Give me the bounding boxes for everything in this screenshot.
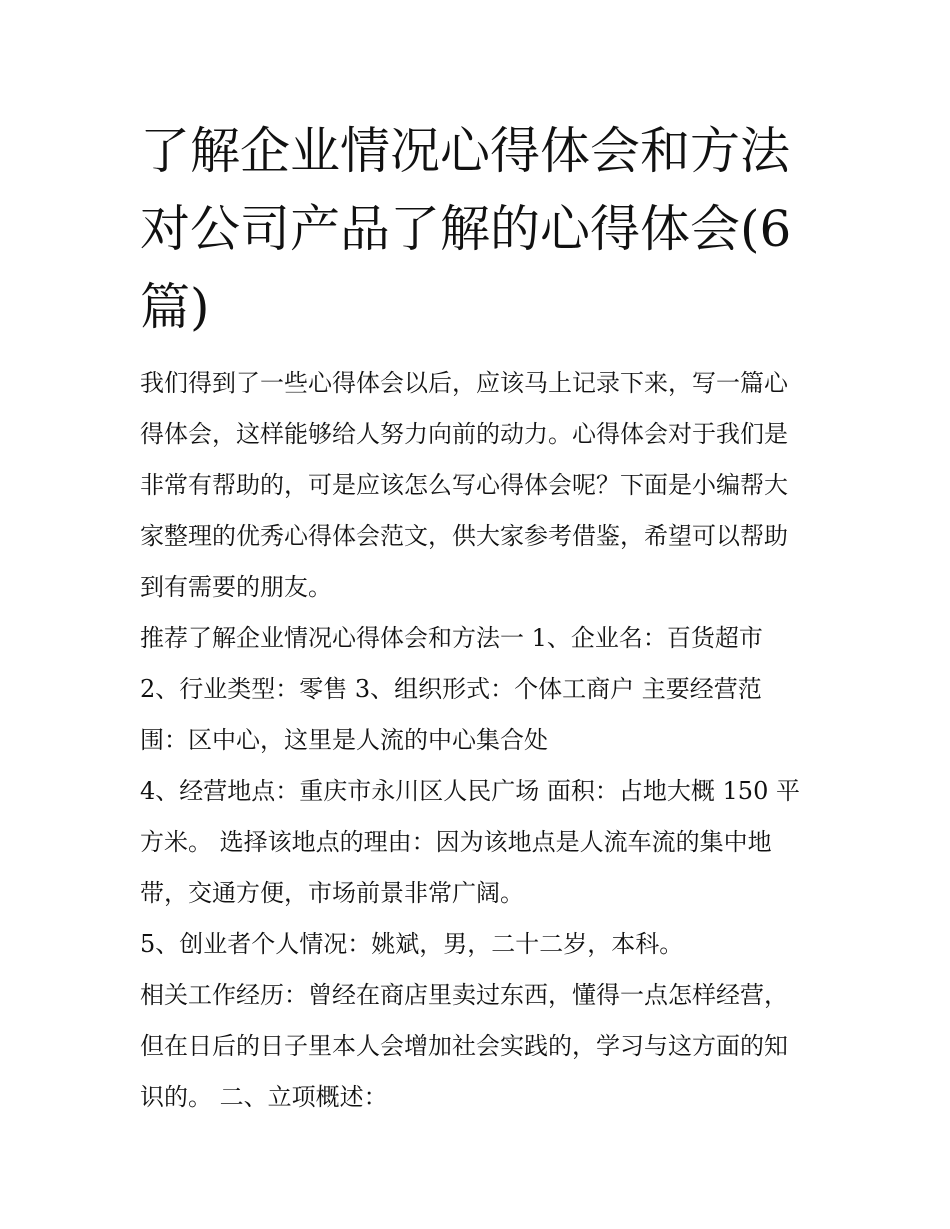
body-line: 4、经营地点：重庆市永川区人民广场 面积：占地大概 150 平	[140, 777, 800, 805]
body-line: 2、行业类型：零售 3、组织形式：个体工商户 主要经营范	[140, 675, 762, 703]
title-line: 篇)	[140, 278, 210, 336]
body-line: 方米。 选择该地点的理由：因为该地点是人流车流的集中地	[140, 828, 772, 856]
document-title	[140, 112, 820, 346]
body-line: 我们得到了一些心得体会以后，应该马上记录下来，写一篇心	[140, 369, 788, 397]
body-line: 到有需要的朋友。	[140, 573, 332, 601]
document-body	[140, 358, 830, 1123]
title-line: 对公司产品了解的心得体会(6	[140, 200, 792, 258]
body-line: 非常有帮助的，可是应该怎么写心得体会呢？下面是小编帮大	[140, 471, 788, 499]
body-line: 带，交通方便，市场前景非常广阔。	[140, 879, 524, 907]
body-line: 相关工作经历：曾经在商店里卖过东西，懂得一点怎样经营，	[140, 981, 788, 1009]
body-line: 围：区中心，这里是人流的中心集合处	[140, 726, 548, 754]
body-line: 但在日后的日子里本人会增加社会实践的，学习与这方面的知	[140, 1032, 788, 1060]
body-line: 识的。 二、立项概述：	[140, 1083, 388, 1111]
body-line: 5、创业者个人情况：姚斌，男，二十二岁，本科。	[140, 930, 684, 958]
body-line: 推荐了解企业情况心得体会和方法一 1、企业名：百货超市	[140, 624, 763, 652]
body-line: 家整理的优秀心得体会范文，供大家参考借鉴，希望可以帮助	[140, 522, 788, 550]
title-line: 了解企业情况心得体会和方法	[140, 122, 790, 180]
body-line: 得体会，这样能够给人努力向前的动力。心得体会对于我们是	[140, 420, 788, 448]
